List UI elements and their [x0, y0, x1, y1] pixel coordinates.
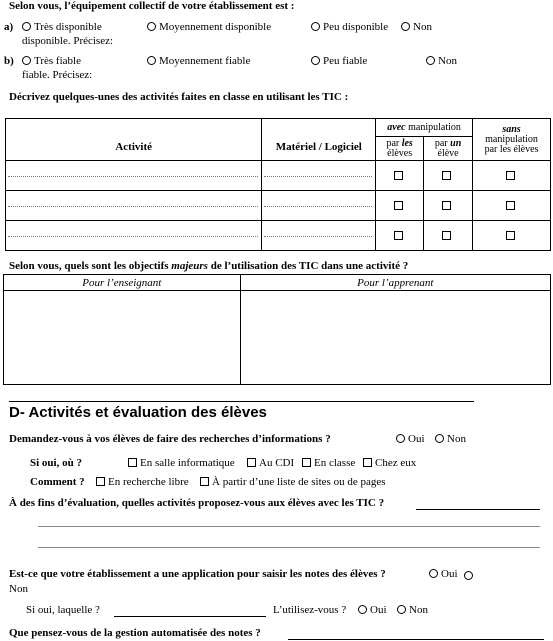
dotted-guide — [8, 176, 258, 177]
checkbox-icon[interactable] — [506, 201, 515, 210]
radio-circle-icon[interactable] — [147, 22, 156, 31]
checkbox-icon[interactable] — [363, 458, 372, 467]
learner-objectives-cell[interactable] — [240, 291, 550, 385]
radio-circle-icon[interactable] — [311, 56, 320, 65]
section-d-heading: D- Activités et évaluation des élèves — [9, 404, 267, 421]
which-answer-line[interactable] — [114, 616, 266, 617]
checkbox-icon[interactable] — [394, 231, 403, 240]
header-activite: Activité — [6, 119, 262, 161]
objectives-table — [3, 274, 551, 385]
question-objectives-title: Selon vous, quels sont les objectifs majeurs de l’utilisation des TIC dans une activité ? — [9, 260, 409, 272]
radio-circle-icon[interactable] — [22, 56, 31, 65]
use-label: L’utilisez-vous ? — [273, 604, 347, 616]
checkbox-icon[interactable] — [200, 477, 209, 486]
question-equipment-title: Selon vous, l’équipement collectif de votre établissement est : — [9, 0, 295, 12]
option-peu-fiable[interactable]: Peu fiable — [311, 55, 367, 68]
row-b-letter: b) — [4, 55, 14, 67]
option-salle-informatique[interactable]: En salle informatique — [128, 457, 235, 470]
where-label: Si oui, où ? — [30, 457, 82, 469]
option-peu-disponible[interactable]: Peu disponible — [311, 21, 388, 34]
option-use-oui[interactable]: Oui — [358, 604, 387, 617]
option-en-classe[interactable]: En classe — [302, 457, 355, 470]
option-research-non[interactable]: Non — [435, 433, 466, 446]
question-auto-grades: Que pensez-vous de la gestion automatisée des notes ? — [9, 627, 261, 639]
checkbox-icon[interactable] — [302, 458, 311, 467]
radio-circle-icon[interactable] — [22, 22, 31, 31]
checkbox-icon[interactable] — [506, 231, 515, 240]
section-separator — [9, 401, 474, 402]
question-activities-title: Décrivez quelques-unes des activités faites en classe en utilisant les TIC : — [9, 91, 349, 103]
option-tres-fiable[interactable]: Très fiable — [22, 55, 81, 68]
radio-circle-icon[interactable] — [311, 22, 320, 31]
checkbox-icon[interactable] — [394, 201, 403, 210]
dotted-guide — [264, 206, 372, 207]
answer-line[interactable] — [38, 547, 540, 548]
checkbox-icon[interactable] — [442, 231, 451, 240]
dotted-guide — [8, 236, 258, 237]
dotted-guide — [8, 206, 258, 207]
radio-circle-icon[interactable] — [435, 434, 444, 443]
radio-circle-icon[interactable] — [396, 434, 405, 443]
radio-circle-icon[interactable] — [358, 605, 367, 614]
header-materiel: Matériel / Logiciel — [262, 119, 376, 161]
option-tres-disponible-cont: disponible. Précisez: — [22, 35, 114, 47]
question-evaluation: À des fins d’évaluation, quelles activités proposez-vous aux élèves avec les TIC ? — [9, 497, 385, 509]
option-tres-fiable-cont: fiable. Précisez: — [22, 69, 93, 81]
header-pour-enseignant: Pour l’enseignant — [4, 275, 241, 291]
header-avec-manipulation: avec manipulation — [376, 119, 473, 137]
header-pour-apprenant: Pour l’apprenant — [240, 275, 550, 291]
which-label: Si oui, laquelle ? — [26, 604, 100, 616]
option-moyennement-disponible[interactable]: Moyennement disponible — [147, 21, 271, 34]
radio-circle-icon[interactable] — [147, 56, 156, 65]
checkbox-icon[interactable] — [96, 477, 105, 486]
option-research-oui[interactable]: Oui — [396, 433, 425, 446]
header-sans-manipulation: sans manipulation par les élèves — [473, 119, 551, 161]
checkbox-icon[interactable] — [128, 458, 137, 467]
checkbox-icon[interactable] — [442, 201, 451, 210]
checkbox-icon[interactable] — [506, 171, 515, 180]
teacher-objectives-cell[interactable] — [4, 291, 241, 385]
option-liste-sites[interactable]: À partir d’une liste de sites ou de pages — [200, 476, 386, 489]
radio-circle-icon[interactable] — [401, 22, 410, 31]
option-chez-eux[interactable]: Chez eux — [363, 457, 416, 470]
radio-circle-icon[interactable] — [397, 605, 406, 614]
question-grades-app: Est-ce que votre établissement a une application pour saisir les notes des élèves ? — [9, 568, 386, 580]
option-grades-oui[interactable]: Oui — [429, 568, 458, 581]
option-grades-non[interactable]: Non — [9, 583, 28, 595]
how-label: Comment ? — [30, 476, 85, 488]
answer-line[interactable] — [416, 509, 540, 510]
radio-circle-icon[interactable] — [464, 571, 473, 580]
row-a-letter: a) — [4, 21, 14, 33]
header-par-un-eleve: par un élève — [424, 137, 473, 161]
checkbox-icon[interactable] — [247, 458, 256, 467]
option-tres-disponible[interactable]: Très disponible — [22, 21, 102, 34]
header-par-les-eleves: par les élèves — [376, 137, 424, 161]
option-use-non[interactable]: Non — [397, 604, 428, 617]
checkbox-icon[interactable] — [394, 171, 403, 180]
activities-table — [5, 118, 551, 251]
option-moyennement-fiable[interactable]: Moyennement fiable — [147, 55, 250, 68]
checkbox-icon[interactable] — [442, 171, 451, 180]
answer-line[interactable] — [38, 526, 540, 527]
answer-line[interactable] — [288, 639, 544, 640]
option-recherche-libre[interactable]: En recherche libre — [96, 476, 189, 489]
option-cdi[interactable]: Au CDI — [247, 457, 294, 470]
radio-circle-icon[interactable] — [426, 56, 435, 65]
radio-circle-icon[interactable] — [429, 569, 438, 578]
dotted-guide — [264, 176, 372, 177]
question-research: Demandez-vous à vos élèves de faire des recherches d’informations ? — [9, 433, 331, 445]
dotted-guide — [264, 236, 372, 237]
option-non-disponible[interactable]: Non — [401, 21, 432, 34]
option-non-fiable[interactable]: Non — [426, 55, 457, 68]
